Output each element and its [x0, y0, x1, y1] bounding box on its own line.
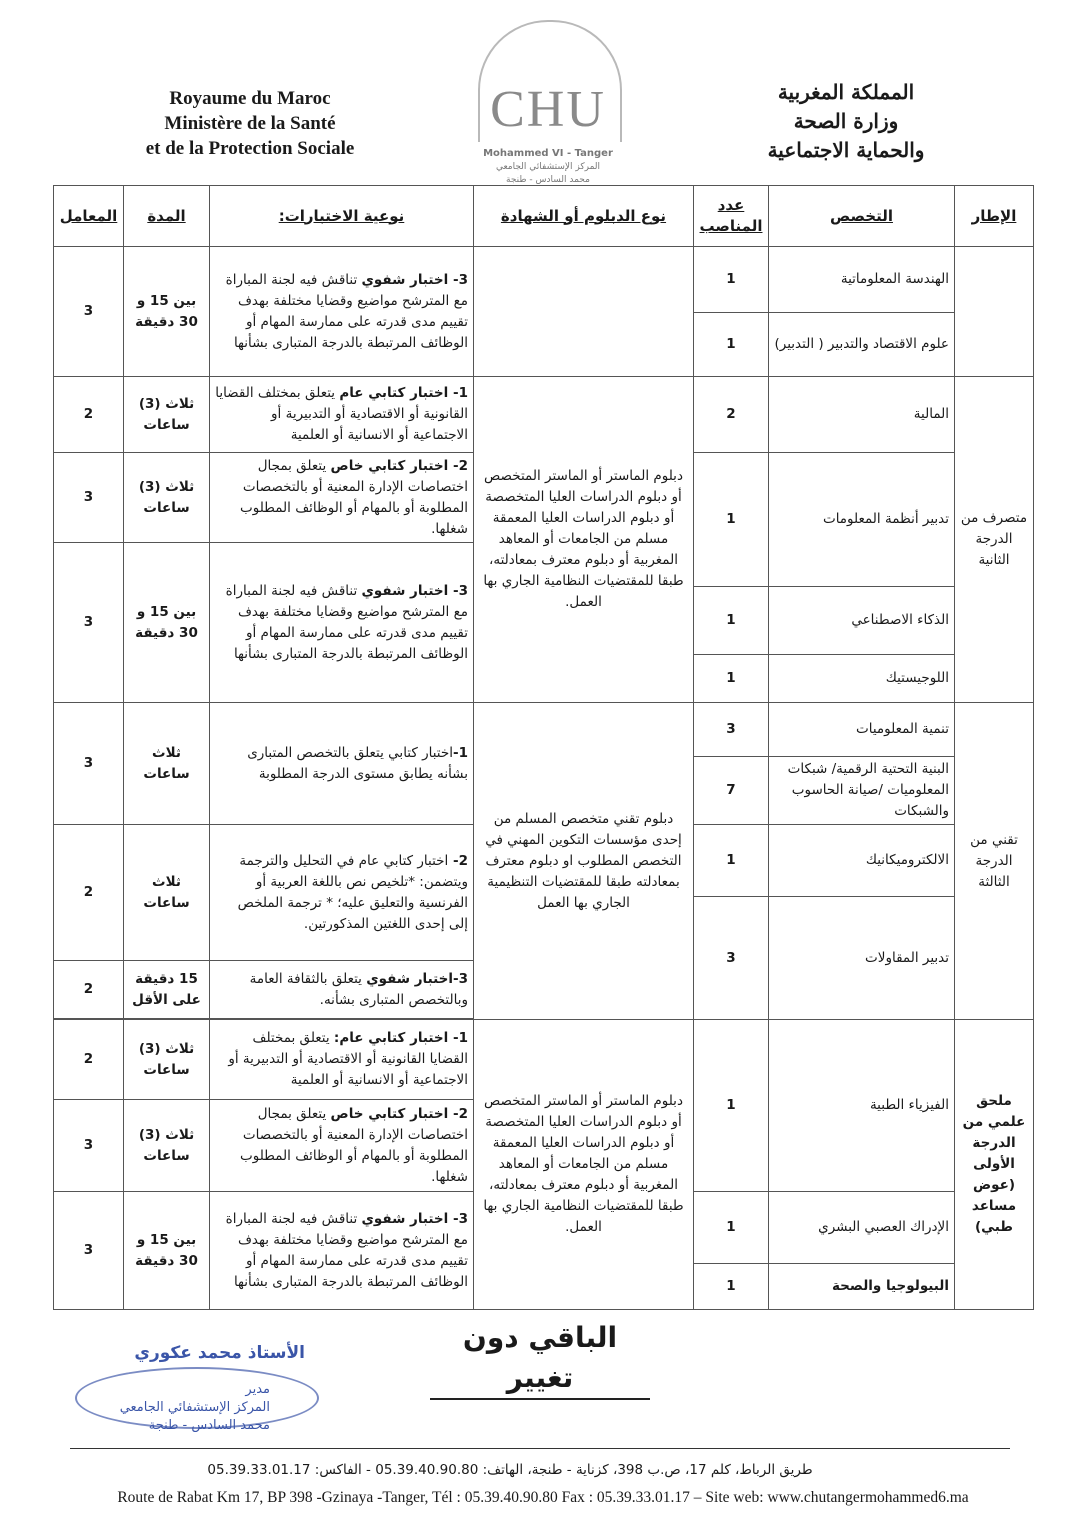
col-frame: الإطار [955, 186, 1034, 247]
frame-cell: ملحق علمي من الدرجة الأولى (عوض مساعد طبي) [955, 1020, 1034, 1310]
col-diploma: نوع الدبلوم أو الشهادة [474, 186, 694, 247]
diploma-cell: دبلوم تقني متخصص المسلم من إحدى مؤسسات التكوين المهني في التخصص المطلوب او دبلوم معترف بمعادلته طبقا للمقتضيات التنظيمية الجاري بها العمل [474, 703, 694, 1020]
coef-cell: 3 [54, 453, 124, 543]
duration-cell: ثلاث (3) ساعات [124, 453, 210, 543]
ministry-ar: وزارة الصحة [793, 109, 899, 133]
exam-text: يتعلق بمختلف القضايا القانونية أو الاقتصادية أو التدبيرية أو الاجتماعية أو الانسانية أو العلمية [215, 385, 468, 443]
diploma-cell [474, 247, 694, 377]
exam-cell [210, 247, 474, 377]
specialty-cell: المالية [769, 377, 955, 453]
coef-cell: 2 [54, 825, 124, 961]
frame-cell [955, 247, 1034, 377]
logo-subtitle: Mohammed VI - Tanger [483, 148, 613, 159]
count-cell: 1 [694, 587, 769, 655]
table-row [54, 377, 1034, 453]
count-cell: 1 [694, 1020, 769, 1192]
kingdom-fr: Royaume du Maroc [169, 88, 331, 109]
specialty-cell: الالكتروميكانيك [769, 825, 955, 897]
coef-cell: 2 [54, 377, 124, 453]
col-exams: نوعية الاختبارات: [210, 186, 474, 247]
recruitment-table [53, 185, 1034, 1310]
count-cell: 1 [694, 453, 769, 587]
count-cell: 2 [694, 377, 769, 453]
exam-cell [210, 377, 474, 453]
table-row [54, 247, 1034, 313]
coef-cell: 3 [54, 247, 124, 377]
specialty-cell: تدبير المقاولات [769, 897, 955, 1020]
specialty-cell: تدبير أنظمة المعلومات [769, 453, 955, 587]
exam-label: 1- [452, 744, 468, 761]
col-specialty: التخصص [769, 186, 955, 247]
col-duration: المدة [124, 186, 210, 247]
signature-block [55, 1335, 305, 1433]
exam-text: اختبار كتابي عام في التحليل والترجمة ويتضمن: *تلخيص نص باللغة العربية أو الفرنسية والتعليق عليه؛ * ترجمة الملخص إلى إحدى اللغتين المذكورتين. [237, 852, 468, 932]
duration-cell: بين 15 و 30 دقيقة [124, 543, 210, 703]
coef-cell: 2 [54, 1020, 124, 1100]
specialty-cell: الإدراك العصبي البشري [769, 1192, 955, 1264]
exam-text: تناقش فيه لجنة المباراة مع المترشح مواضيع وقضايا مختلفة بهدف تقييم مدى قدرته على ممارسة المهام أو الوظائف المرتبطة بالدرجة المتبارى بشأنها [225, 1210, 468, 1290]
ministry-fr-2: et de la Protection Sociale [145, 138, 355, 159]
exam-label: 3- اختبار شفوي [361, 582, 468, 599]
ministry-ar-2: والحماية الاجتماعية [767, 138, 925, 162]
specialty-cell: اللوجيستيك [769, 655, 955, 703]
duration-cell: ثلاث ساعات [124, 703, 210, 825]
count-cell: 1 [694, 825, 769, 897]
coef-cell: 3 [54, 1192, 124, 1310]
count-cell: 1 [694, 247, 769, 313]
coef-cell: 3 [54, 703, 124, 825]
duration-cell: ثلاث (3) ساعات [124, 1020, 210, 1100]
specialty-cell: تنمية المعلوميات [769, 703, 955, 757]
count-cell: 3 [694, 703, 769, 757]
specialty-cell: الهندسة المعلوماتية [769, 247, 955, 313]
table-header-row [54, 186, 1034, 247]
exam-cell [210, 453, 474, 543]
col-count: عدد المناصب [694, 186, 769, 247]
header-french [90, 86, 410, 161]
duration-cell: ثلاث (3) ساعات [124, 377, 210, 453]
exam-label: 2- اختبار كتابي خاص [330, 1105, 468, 1122]
diploma-cell: دبلوم الماستر أو الماستر المتخصص أو دبلوم الدراسات العليا المتخصصة أو دبلوم الدراسات العليا المعمقة مسلم من الجامعات أو المعاهد المغربية أو دبلوم معترف بمعادلته، طبقا للمقتضيات النظامية الجاري بها العمل. [474, 377, 694, 703]
exam-label: 3-اختبار شفوي [366, 970, 468, 987]
exam-text: يتعلق بمختلف القضايا القانونية أو الاقتصادية أو التدبيرية أو الاجتماعية أو الانسانية أو العلمية [228, 1030, 468, 1088]
footer-address-ar: طريق الرباط، كلم 17، ص.ب 398، كزناية - طنجة، الهاتف: 05.39.40.90.80 - الفاكس: 05.39.33.01.17 [207, 1462, 813, 1478]
exam-cell [210, 1100, 474, 1192]
exam-text: يتعلق بمجال اختصاصات الإدارة المعنية أو بالتخصصات المطلوبة أو بالمهام أو الوظائف المطلوب شغلها. [240, 1105, 468, 1185]
specialty-cell: البيولوجيا والصحة [769, 1264, 955, 1310]
duration-cell: ثلاث (3) ساعات [124, 1100, 210, 1192]
exam-text: يتعلق بالثقافة العامة وبالتخصص المتبارى بشأنه. [249, 970, 468, 1008]
duration-cell: بين 15 و 30 دقيقة [124, 247, 210, 377]
exam-text: اختبار كتابي يتعلق بالتخصص المتبارى بشأنه يطابق مستوى الدرجة المطلوبة [247, 744, 468, 782]
count-cell: 1 [694, 313, 769, 377]
exam-cell [210, 961, 474, 1019]
exam-label: 2- [448, 852, 468, 869]
footer-address-fr: Route de Rabat Km 17, BP 398 -Gzinaya -Tanger, Tél : 05.39.40.90.80 Fax : 05.39.33.01.17 – Site web: www.chutangermohammed6.ma [117, 1489, 969, 1506]
diploma-cell: دبلوم الماستر أو الماستر المتخصص أو دبلوم الدراسات العليا المتخصصة أو دبلوم الدراسات العليا المعمقة مسلم من الجامعات أو المعاهد المغربية أو دبلوم معترف بمعادلته، طبقا للمقتضيات النظامية الجاري بها العمل. [474, 1020, 694, 1310]
coef-cell: 3 [54, 1100, 124, 1192]
specialty-cell: علوم الاقتصاد والتدبير ( التدبير) [769, 313, 955, 377]
signatory-name: الأستاذ محمد عكوري [134, 1343, 305, 1363]
exam-cell [210, 543, 474, 703]
exam-label: 3- اختبار شفوي [361, 271, 468, 288]
duration-cell: بين 15 و 30 دقيقة [124, 1192, 210, 1310]
exam-label: 3- اختبار شفوي [361, 1210, 468, 1227]
specialty-cell: البنية التحتية الرقمية/ شبكات المعلوميات /صيانة الحاسوب والشبكات [769, 757, 955, 825]
duration-cell: 15 دقيقة على الأقل [124, 961, 210, 1019]
col-coef: المعامل [54, 186, 124, 247]
exam-cell [210, 825, 474, 961]
exam-label: 1- اختبار كتابي عام [339, 385, 468, 401]
table-row [54, 703, 1034, 757]
exam-text: يتعلق بمجال اختصاصات الإدارة المعنية أو بالتخصصات المطلوبة أو بالمهام أو الوظائف المطلوب شغلها. [240, 457, 468, 537]
coef-cell: 3 [54, 543, 124, 703]
exam-label: 2- اختبار كتابي خاص [330, 457, 468, 474]
exam-text: تناقش فيه لجنة المباراة مع المترشح مواضيع وقضايا مختلفة بهدف تقييم مدى قدرته على ممارسة المهام أو الوظائف المرتبطة بالدرجة المتبارى بشأنها [225, 271, 468, 351]
table-row [54, 1020, 1034, 1100]
duration-cell: ثلاث ساعات [124, 825, 210, 961]
kingdom-ar: المملكة المغربية [777, 80, 915, 104]
count-cell: 3 [694, 897, 769, 1020]
exam-cell [210, 1020, 474, 1100]
specialty-cell: الذكاء الاصطناعي [769, 587, 955, 655]
logo-ar-line1: المركز الإستشفائي الجامعي [495, 162, 601, 172]
stamp-line2: المركز الإستشفائي الجامعي [119, 1400, 270, 1415]
logo-ar-line2: محمد السادس - طنجة [506, 175, 590, 185]
header-arabic [696, 78, 996, 165]
chu-logo [468, 20, 628, 185]
exam-label: 1- اختبار كتابي عام: [333, 1030, 468, 1046]
stamp-line3: محمد السادس - طنجة [148, 1418, 270, 1433]
stamp-line1: مدير [245, 1382, 270, 1397]
exam-cell [210, 703, 474, 825]
rest-unchanged-note: الباقي دون تغيير [430, 1318, 650, 1400]
stamp-text [120, 1381, 270, 1435]
logo-text: CHU [490, 81, 606, 138]
coef-cell: 2 [54, 961, 124, 1019]
exam-cell [210, 1192, 474, 1310]
count-cell: 1 [694, 1264, 769, 1310]
exam-text: تناقش فيه لجنة المباراة مع المترشح مواضيع وقضايا مختلفة بهدف تقييم مدى قدرته على ممارسة المهام أو الوظائف المرتبطة بالدرجة المتبارى بشأنها [225, 582, 468, 662]
footer-divider [70, 1448, 1010, 1449]
count-cell: 1 [694, 1192, 769, 1264]
specialty-cell: الفيزياء الطبية [769, 1020, 955, 1192]
count-cell: 7 [694, 757, 769, 825]
ministry-fr: Ministère de la Santé [164, 113, 336, 134]
frame-cell: تقني من الدرجة الثالثة [955, 703, 1034, 1020]
count-cell: 1 [694, 655, 769, 703]
frame-cell: متصرف من الدرجة الثانية [955, 377, 1034, 703]
